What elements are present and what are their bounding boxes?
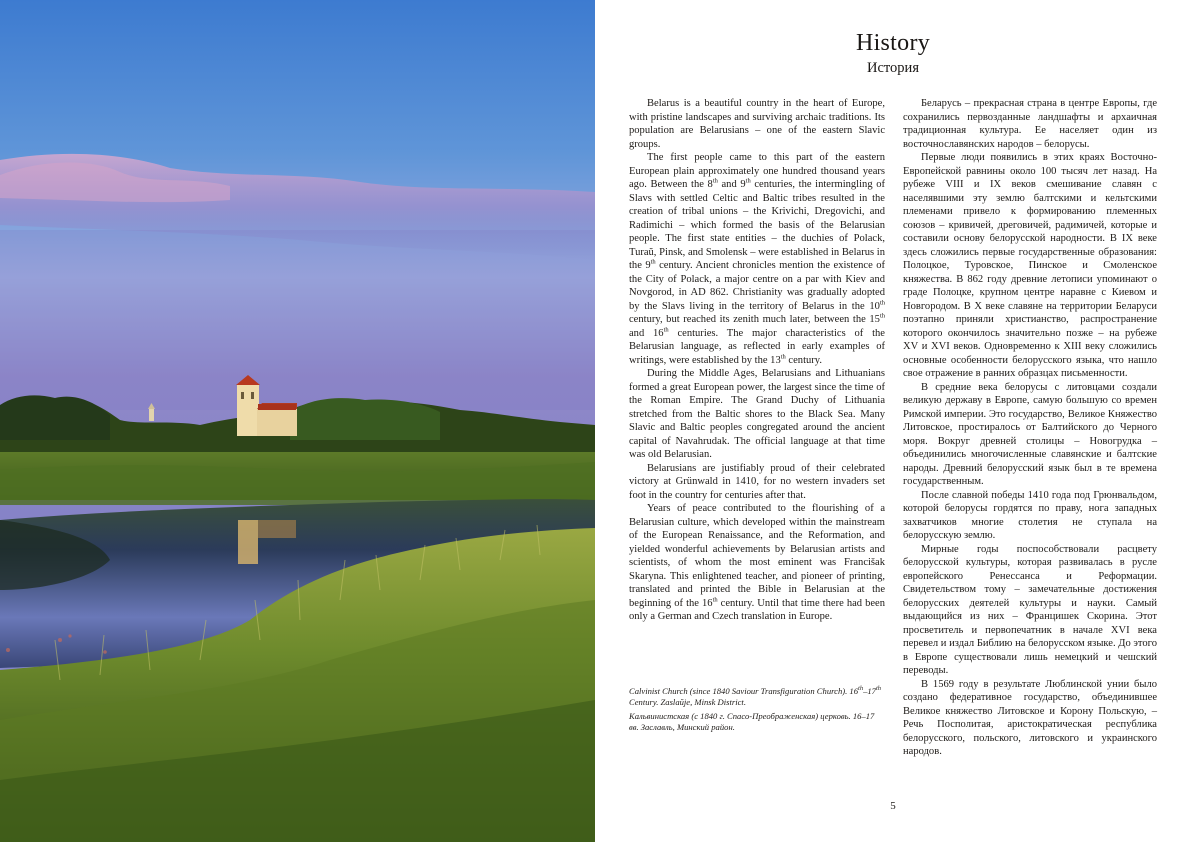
caption-russian: Кальвинистская (с 1840 г. Спасо-Преображенская) церковь. 16–17 вв. Заславль, Минский район. [629, 711, 875, 732]
russian-paragraph-2: Первые люди появились в этих краях Восточно-Европейской равнины около 100 тысяч лет назад. На рубеже VIII и IX веков смешивание славян с населявшими эту землю балтскими и кельтскими племенами привело к формированию племенных союзов – кривичей, дреговичей, радимичей, которые и составили основу белорусской народности. В IX веке здесь сложились первые государственные образования: Полоцкое, Туровское, Пинское и Смоленское княжества. В 862 году древние летописи упоминают о граде Полоцке, крупном центре наравне с Киевом и Новгородом. В X веке славяне на территории Беларуси поэтапно приняли христианство, распространение которого окончилось значительно позже – на рубеже XV и XVI веков. Одновременно к XIII веку сложились основные особенности белорусского языка, что нашло свое отражение в ранних образцах письменности. [903, 152, 1157, 379]
page-subtitle: История [867, 60, 919, 76]
landscape-photo [0, 0, 595, 842]
english-paragraph-5: Years of peace contributed to the flourishing of a Belarusian culture, which developed within the mainstream of the European Renaissance, and the Reformation, and yielded wonderful achievements by Belarusian artists and scientists, of whom the most eminent was Francišak Skaryna. This enlightened teacher, and pioneer of printing, translated and printed the Bible in Belarusian at the beginning of the 16th century. Until that time there had been only a German and Czech translation in Europe. [629, 503, 886, 622]
russian-paragraph-4: После славной победы 1410 года под Грюнвальдом, которой белорусы гордятся по праву, нога западных захватчиков многие столетия не ступала на белорусскую землю. [903, 489, 1157, 541]
english-column [629, 97, 885, 624]
english-paragraph-1: Belarus is a beautiful country in the heart of Europe, with pristine landscapes and surviving archaic traditions. Its population are Belarusians – one of the eastern Slavic groups. [629, 98, 885, 150]
russian-paragraph-6: В 1569 году в результате Люблинской унии было создано федеративное государство, объединившее Великое княжество Литовское и Корону Польскую, – Речь Посполитая, аристократическая республика белорусского, польского, литовского и украинского народов. [903, 678, 1157, 757]
page-number: 5 [890, 800, 896, 812]
russian-paragraph-1: Беларусь – прекрасная страна в центре Европы, где сохранились первозданные ландшафты и архаичная традиционная культура. Ее населяет один из восточнославянских народов – белорусы. [903, 98, 1157, 150]
english-paragraph-2: The first people came to this part of the eastern European plain approximately one hundred thousand years ago. Between the 8th and 9th centuries, the intermingling of Slavs with settled Celtic and Baltic tribes resulted in the creation of tribal unions – the Krivichi, Dregovichi, and Radimichi – which formed the basis of the Belarusian people. The first state entities – the duchies of Polack, Turaŭ, Pinsk, and Smolensk – were established in Belarus in the 9th century. Ancient chronicles mention the existence of the City of Polack, a major centre on a par with Kiev and Novgorod, in AD 862. Christianity was gradually adopted by the Slavs living in the territory of Belarus in the 10th century, but reached its zenith much later, between the 15th and 16th centuries. The major characteristics of the Belarusian language, as reflected in early examples of writings, were established by the 13th century. [629, 152, 885, 366]
photo-caption [629, 686, 885, 732]
english-paragraph-3: During the Middle Ages, Belarusians and Lithuanians formed a great European power, the largest since the time of the Roman Empire. The Grand Duchy of Lithuania stretched from the Baltic shores to the Black Sea. Many Slavic and Baltic peoples congregated around the ancient capital of Navahrudak. The official language at that time was old Belarusian. [629, 368, 885, 460]
text-page [595, 0, 1191, 842]
caption-english: Calvinist Church (since 1840 Saviour Transfiguration Church). 16th–17th Century. Zaslaŭje, Minsk District. [629, 685, 882, 707]
russian-paragraph-5: Мирные годы поспособствовали расцвету белорусской культуры, которая развивалась в русле европейского Ренессанса и Реформации. Свидетельством тому – замечательные достижения белорусских деятелей культуры и науки. Самый выдающийся из них – Францишек Скорина. Этот просветитель и первопечатник в начале XVI века перевел и издал Библию на белорусском языке. До этого в Европе существовали лишь немецкий и чешский переводы. [903, 543, 1157, 676]
english-paragraph-4: Belarusians are justifiably proud of their celebrated victory at Grünwald in 1410, for no western invaders set foot in the country for centuries after that. [629, 462, 885, 501]
russian-column [903, 97, 1157, 759]
russian-paragraph-3: В средние века белорусы с литовцами создали великую державу в Европе, самую большую со времен Римской империи. Это государство, Великое Княжество Литовское, простиралось от Балтийского до Черного моря. Вокруг древней столицы – Новогрудка – объединились многочисленные славянские и балтские народы. Древний белорусский язык был в те времена государственным. [903, 381, 1157, 487]
page-title: History [855, 30, 931, 56]
